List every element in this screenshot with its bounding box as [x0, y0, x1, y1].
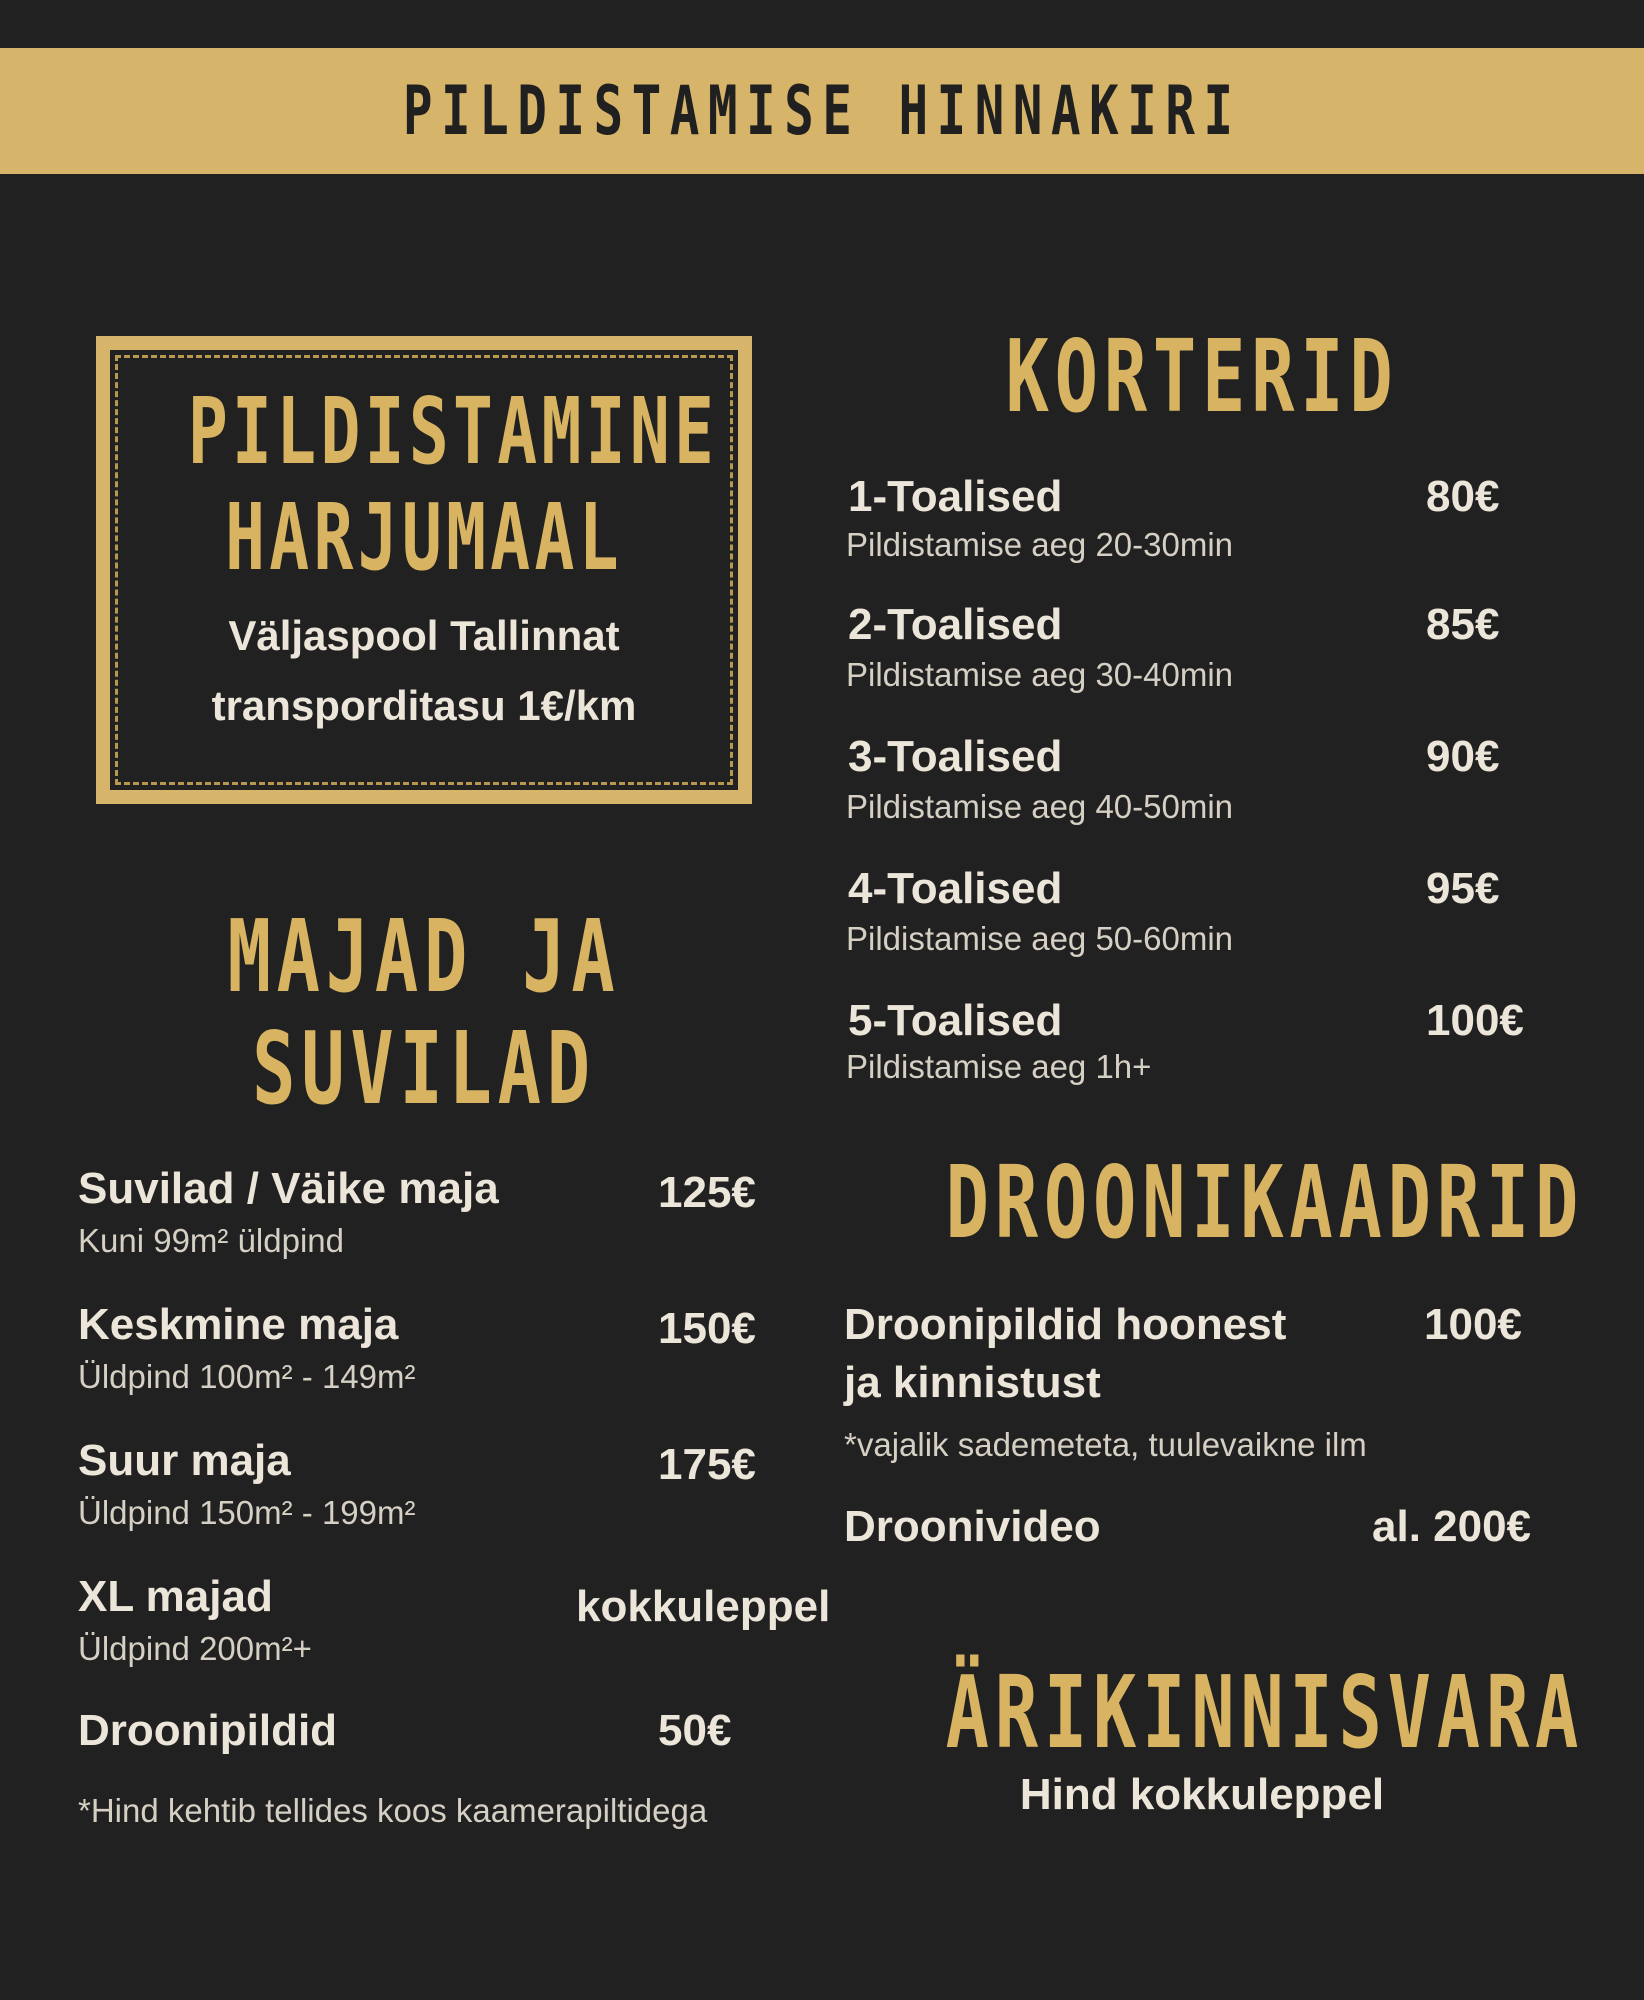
apartment-item-name: 5-Toalised	[848, 996, 1063, 1045]
harjumaa-text-line1: Väljaspool Tallinnat	[228, 612, 620, 659]
apartment-item-detail: Pildistamise aeg 1h+	[846, 1048, 1152, 1085]
apartment-item-price: 80€	[1426, 472, 1500, 521]
harjumaa-text-line2: transporditasu 1€/km	[211, 682, 637, 729]
house-item-name: Suvilad / Väike maja	[78, 1164, 499, 1213]
apartment-item-name: 1-Toalised	[848, 472, 1063, 521]
apartment-item-detail: Pildistamise aeg 40-50min	[846, 788, 1234, 825]
apartment-item-price: 85€	[1426, 600, 1500, 649]
commercial-heading: ÄRIKINNISVARA	[945, 1654, 1585, 1771]
house-item-name: Keskmine maja	[78, 1300, 399, 1349]
apartment-item-name: 3-Toalised	[848, 732, 1063, 781]
commercial-text: Hind kokkuleppel	[1019, 1770, 1385, 1819]
apartment-item-price: 95€	[1426, 864, 1500, 913]
house-item-name: Suur maja	[78, 1436, 291, 1485]
drone-video-label: Droonivideo	[844, 1502, 1101, 1551]
house-item-price: 150€	[658, 1304, 756, 1353]
houses-footnote: *Hind kehtib tellides koos kaamerapiltidega	[78, 1792, 708, 1829]
houses-heading-line1: MAJAD JA	[227, 898, 621, 1015]
drone-photos-label-cont: ja kinnistust	[844, 1358, 1101, 1407]
houses-heading-line2: SUVILAD	[252, 1010, 596, 1127]
house-item-detail: Üldpind 100m² - 149m²	[78, 1358, 416, 1395]
drone-video-price: al. 200€	[1372, 1502, 1532, 1551]
drone-photos-note: *vajalik sademeteta, tuulevaikne ilm	[844, 1426, 1367, 1463]
drone-photos-label: Droonipildid hoonest	[844, 1300, 1287, 1349]
house-item-detail: Üldpind 150m² - 199m²	[78, 1494, 416, 1531]
house-item-name: Droonipildid	[78, 1706, 338, 1755]
apartment-item-price: 100€	[1426, 996, 1524, 1045]
house-item-price: 50€	[658, 1706, 732, 1755]
apartment-item-detail: Pildistamise aeg 20-30min	[846, 526, 1234, 563]
house-item-detail: Üldpind 200m²+	[78, 1630, 312, 1667]
house-item-price: 125€	[658, 1168, 756, 1217]
apartments-heading: KORTERID	[1005, 318, 1399, 435]
drone-photos-price: 100€	[1424, 1300, 1522, 1349]
apartment-item-name: 2-Toalised	[848, 600, 1063, 649]
house-item-price: kokkuleppel	[576, 1582, 831, 1631]
drone-heading: DROONIKAADRID	[945, 1144, 1585, 1261]
page-title: PILDISTAMISE HINNAKIRI	[402, 71, 1242, 151]
house-item-name: XL majad	[78, 1572, 273, 1621]
apartment-item-name: 4-Toalised	[848, 864, 1063, 913]
house-item-price: 175€	[658, 1440, 756, 1489]
harjumaa-title-line1: PILDISTAMINE	[187, 378, 719, 485]
apartment-item-detail: Pildistamise aeg 50-60min	[846, 920, 1234, 957]
apartment-item-price: 90€	[1426, 732, 1500, 781]
header-banner	[0, 48, 1644, 174]
house-item-detail: Kuni 99m² üldpind	[78, 1222, 344, 1259]
harjumaa-title-line2: HARJUMAAL	[225, 484, 623, 591]
apartment-item-detail: Pildistamise aeg 30-40min	[846, 656, 1234, 693]
